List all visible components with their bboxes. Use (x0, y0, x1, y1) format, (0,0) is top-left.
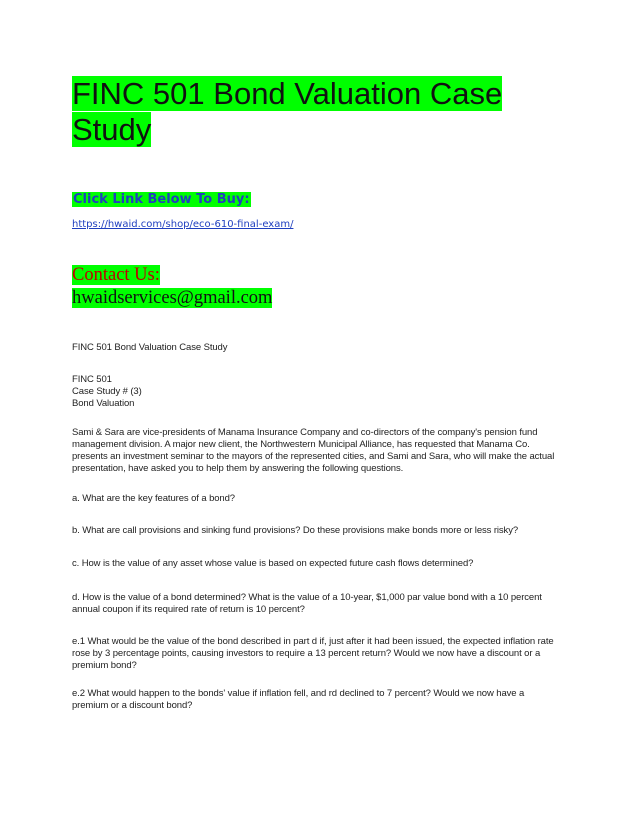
question-e1: e.1 What would be the value of the bond described in part d if, just after it had been issued, the expected inflation rate rose by 3 percentage points, causing investors to require a 13 percent return? Would we now have a discount or a premium bond? (72, 636, 554, 671)
page-title (72, 76, 542, 148)
question-e2: e.2 What would happen to the bonds' value if inflation fell, and rd declined to 7 percent? Would we now have a premium or a discount bond? (72, 688, 525, 711)
title-line-1: FINC 501 Bond Valuation Case (72, 76, 503, 111)
case-topic: Bond Valuation (72, 398, 135, 409)
contact-label: Contact Us: (72, 265, 160, 285)
buy-link[interactable]: https://hwaid.com/shop/eco-610-final-exam/ (72, 219, 294, 230)
case-course: FINC 501 (72, 374, 112, 385)
case-number: Case Study # (3) (72, 386, 142, 397)
doc-heading: FINC 501 Bond Valuation Case Study (72, 342, 228, 353)
intro-paragraph: Sami & Sara are vice-presidents of Manama Insurance Company and co-directors of the company's pension fund management division. A major new client, the Northwestern Municipal Alliance, has requested that Manama Co. presents an investment seminar to the mayors of the represented cities, and Sami and Sara, who will make the actual presentation, have asked you to help them by answering the following questions. (72, 427, 555, 474)
question-d: d. How is the value of a bond determined? What is the value of a 10-year, $1,000 par value bond with a 10 percent annual coupon if its required rate of return is 10 percent? (72, 592, 542, 615)
question-b: b. What are call provisions and sinking fund provisions? Do these provisions make bonds more or less risky? (72, 525, 519, 536)
contact-email[interactable]: hwaidservices@gmail.com (72, 288, 273, 308)
case-info (72, 374, 572, 410)
title-line-2: Study (72, 112, 152, 147)
buy-link-heading: Click Link Below To Buy: (73, 192, 250, 207)
question-a: a. What are the key features of a bond? (72, 493, 235, 504)
question-c: c. How is the value of any asset whose value is based on expected future cash flows determined? (72, 558, 474, 569)
contact-block (72, 264, 272, 310)
